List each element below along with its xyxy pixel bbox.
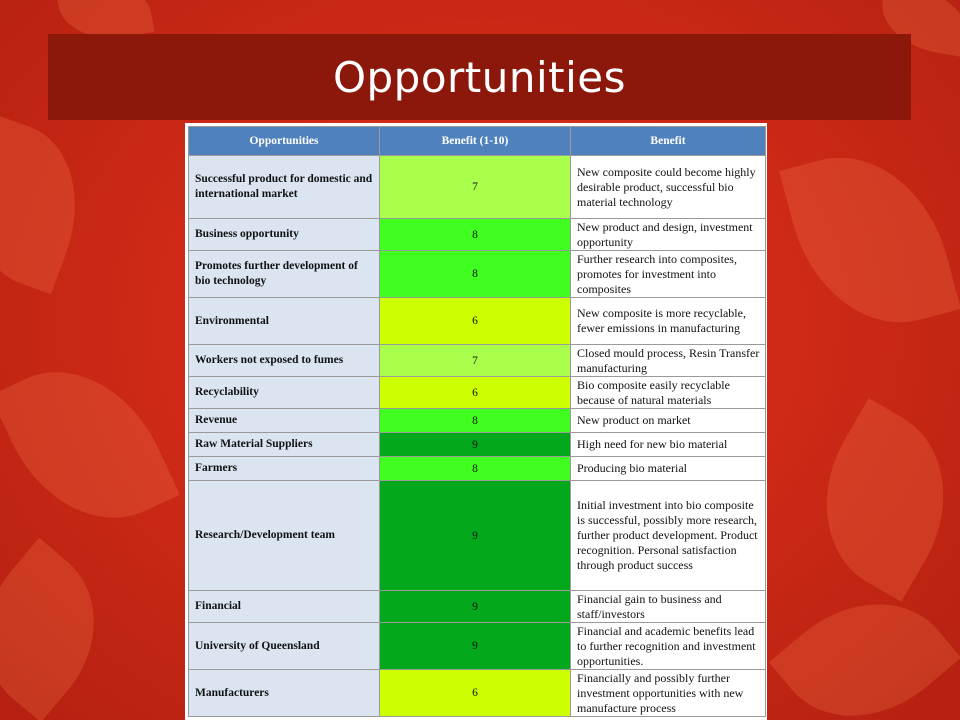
benefit-description-cell: Producing bio material bbox=[571, 457, 766, 481]
benefit-description-cell: Financially and possibly further investment opportunities with new manufacture process bbox=[571, 670, 766, 717]
opportunities-table-frame bbox=[185, 123, 767, 720]
benefit-description-cell: New product and design, investment opportunity bbox=[571, 219, 766, 251]
table-row bbox=[189, 433, 766, 457]
benefit-description-cell: Closed mould process, Resin Transfer manufacturing bbox=[571, 345, 766, 377]
opportunity-cell: Financial bbox=[189, 591, 380, 623]
opportunity-cell: Environmental bbox=[189, 298, 380, 345]
benefit-description-cell: Financial gain to business and staff/investors bbox=[571, 591, 766, 623]
benefit-score-cell: 8 bbox=[380, 409, 571, 433]
opportunity-cell: Recyclability bbox=[189, 377, 380, 409]
benefit-description-cell: New composite could become highly desirable product, successful bio material technology bbox=[571, 156, 766, 219]
benefit-score-cell: 9 bbox=[380, 433, 571, 457]
benefit-description-cell: High need for new bio material bbox=[571, 433, 766, 457]
benefit-description-cell: New product on market bbox=[571, 409, 766, 433]
table-row bbox=[189, 251, 766, 298]
column-header-benefit-score: Benefit (1-10) bbox=[380, 127, 571, 156]
background-leaf bbox=[769, 566, 960, 720]
table-row bbox=[189, 623, 766, 670]
opportunity-cell: Research/Development team bbox=[189, 481, 380, 591]
benefit-score-cell: 6 bbox=[380, 298, 571, 345]
title-bar bbox=[48, 34, 911, 120]
background-leaf bbox=[0, 538, 131, 720]
opportunity-cell: Raw Material Suppliers bbox=[189, 433, 380, 457]
table-row bbox=[189, 481, 766, 591]
opportunity-cell: Business opportunity bbox=[189, 219, 380, 251]
benefit-score-cell: 7 bbox=[380, 345, 571, 377]
opportunities-table bbox=[188, 126, 766, 717]
opportunity-cell: Manufacturers bbox=[189, 670, 380, 717]
benefit-score-cell: 9 bbox=[380, 591, 571, 623]
benefit-description-cell: Financial and academic benefits lead to further recognition and investment opportunities. bbox=[571, 623, 766, 670]
table-row bbox=[189, 298, 766, 345]
opportunity-cell: Farmers bbox=[189, 457, 380, 481]
benefit-score-cell: 8 bbox=[380, 457, 571, 481]
table-row bbox=[189, 219, 766, 251]
table-row bbox=[189, 377, 766, 409]
benefit-score-cell: 6 bbox=[380, 377, 571, 409]
table-header-row bbox=[189, 127, 766, 156]
table-row bbox=[189, 457, 766, 481]
column-header-benefit: Benefit bbox=[571, 127, 766, 156]
benefit-description-cell: Initial investment into bio composite is successful, possibly more research, further product development. Product recognition. Personal satisfaction through product success bbox=[571, 481, 766, 591]
opportunity-cell: University of Queensland bbox=[189, 623, 380, 670]
table-row bbox=[189, 409, 766, 433]
benefit-score-cell: 9 bbox=[380, 481, 571, 591]
benefit-description-cell: New composite is more recyclable, fewer emissions in manufacturing bbox=[571, 298, 766, 345]
table-body bbox=[189, 156, 766, 717]
column-header-opportunities: Opportunities bbox=[189, 127, 380, 156]
benefit-score-cell: 8 bbox=[380, 251, 571, 298]
background-leaf bbox=[0, 116, 102, 295]
table-row bbox=[189, 345, 766, 377]
background-leaf bbox=[0, 340, 180, 549]
opportunity-cell: Workers not exposed to fumes bbox=[189, 345, 380, 377]
benefit-score-cell: 6 bbox=[380, 670, 571, 717]
opportunity-cell: Revenue bbox=[189, 409, 380, 433]
table-row bbox=[189, 670, 766, 717]
opportunity-cell: Promotes further development of bio technology bbox=[189, 251, 380, 298]
benefit-score-cell: 9 bbox=[380, 623, 571, 670]
background-leaf bbox=[789, 398, 960, 602]
opportunity-cell: Successful product for domestic and international market bbox=[189, 156, 380, 219]
benefit-description-cell: Bio composite easily recyclable because of natural materials bbox=[571, 377, 766, 409]
table-row bbox=[189, 156, 766, 219]
page-title: Opportunities bbox=[332, 52, 627, 102]
benefit-score-cell: 7 bbox=[380, 156, 571, 219]
table-row bbox=[189, 591, 766, 623]
benefit-score-cell: 8 bbox=[380, 219, 571, 251]
benefit-description-cell: Further research into composites, promotes for investment into composites bbox=[571, 251, 766, 298]
background-leaf bbox=[779, 135, 960, 345]
